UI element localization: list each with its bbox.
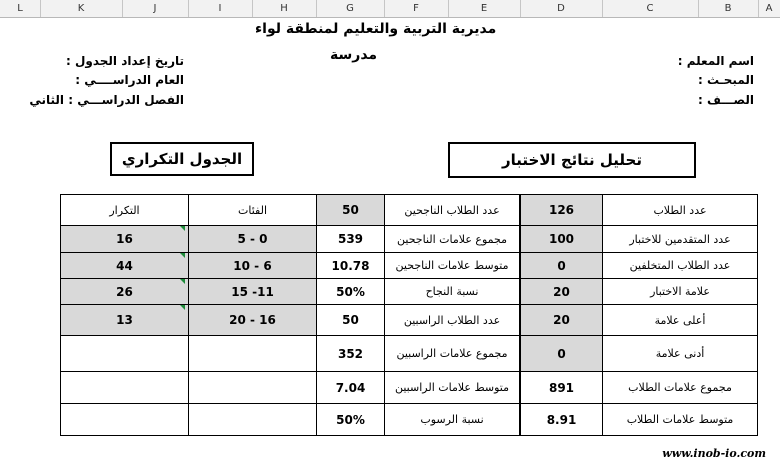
column-header-k[interactable]: K xyxy=(40,0,123,17)
freq-count-cell[interactable]: 16 xyxy=(60,225,189,253)
empty-cell[interactable] xyxy=(60,371,189,404)
analysis-label-cell[interactable]: عدد الطلاب الناجحين xyxy=(384,194,520,226)
analysis-value-cell[interactable]: 7.04 xyxy=(316,371,385,404)
column-header-f[interactable]: F xyxy=(384,0,449,17)
analysis-label-cell[interactable]: عدد الطلاب الراسبين xyxy=(384,304,520,336)
analysis-label-cell[interactable]: مجموع علامات الناجحين xyxy=(384,225,520,253)
analysis-label-cell[interactable]: عدد المتقدمين للاختبار xyxy=(602,225,758,253)
analysis-value-cell[interactable]: 100 xyxy=(520,225,603,253)
column-header-d[interactable]: D xyxy=(520,0,603,17)
freq-header-categories[interactable]: الفئات xyxy=(188,194,317,226)
analysis-value-cell[interactable]: 539 xyxy=(316,225,385,253)
column-header-h[interactable]: H xyxy=(252,0,317,17)
teacher-name-label: اسم المعلم : xyxy=(677,54,754,68)
analysis-value-cell[interactable]: 20 xyxy=(520,304,603,336)
analysis-title-box: تحليل نتائج الاختبار xyxy=(448,142,696,178)
analysis-label-cell[interactable]: علامة الاختبار xyxy=(602,278,758,305)
analysis-label-cell[interactable]: مجموع علامات الراسبين xyxy=(384,335,520,372)
analysis-label-cell[interactable]: نسبة النجاح xyxy=(384,278,520,305)
column-header-a[interactable]: A xyxy=(758,0,780,17)
analysis-value-cell[interactable]: 50 xyxy=(316,194,385,226)
analysis-value-cell[interactable]: 50% xyxy=(316,403,385,436)
column-header-c[interactable]: C xyxy=(602,0,699,17)
grade-label: الصـــف : xyxy=(697,93,754,107)
column-header-l[interactable]: L xyxy=(0,0,41,17)
empty-cell[interactable] xyxy=(188,371,317,404)
empty-cell[interactable] xyxy=(60,335,189,372)
empty-cell[interactable] xyxy=(188,335,317,372)
frequency-table-title-box: الجدول التكراري xyxy=(110,142,254,176)
column-header-g[interactable]: G xyxy=(316,0,385,17)
analysis-label-cell[interactable]: متوسط علامات الناجحين xyxy=(384,252,520,279)
website-watermark: www.inob-io.com xyxy=(662,447,766,460)
academic-year-label: العام الدراســــي : xyxy=(75,73,184,87)
comment-indicator-icon[interactable] xyxy=(180,226,185,231)
analysis-value-cell[interactable]: 50 xyxy=(316,304,385,336)
analysis-label-cell[interactable]: عدد الطلاب المتخلفين xyxy=(602,252,758,279)
analysis-label-cell[interactable]: أدنى علامة xyxy=(602,335,758,372)
analysis-value-cell[interactable]: 891 xyxy=(520,371,603,404)
freq-category-cell[interactable]: 0 - 5 xyxy=(188,225,317,253)
column-header-bar xyxy=(0,0,780,18)
column-header-e[interactable]: E xyxy=(448,0,521,17)
freq-count-cell[interactable]: 26 xyxy=(60,278,189,305)
prep-date-label: تاريخ إعداد الجدول : xyxy=(66,54,184,68)
analysis-label-cell[interactable]: نسبة الرسوب xyxy=(384,403,520,436)
analysis-value-cell[interactable]: 8.91 xyxy=(520,403,603,436)
freq-category-cell[interactable]: 6 - 10 xyxy=(188,252,317,279)
analysis-value-cell[interactable]: 10.78 xyxy=(316,252,385,279)
analysis-value-cell[interactable]: 50% xyxy=(316,278,385,305)
analysis-value-cell[interactable]: 0 xyxy=(520,335,603,372)
comment-indicator-icon[interactable] xyxy=(180,305,185,310)
analysis-value-cell[interactable]: 352 xyxy=(316,335,385,372)
freq-count-cell[interactable]: 13 xyxy=(60,304,189,336)
empty-cell[interactable] xyxy=(188,403,317,436)
subject-label: المبحـث : xyxy=(698,73,754,87)
analysis-label-cell[interactable]: عدد الطلاب xyxy=(602,194,758,226)
column-header-b[interactable]: B xyxy=(698,0,759,17)
freq-count-cell[interactable]: 44 xyxy=(60,252,189,279)
school-label: مدرسة xyxy=(330,47,378,63)
column-header-i[interactable]: I xyxy=(188,0,253,17)
freq-category-cell[interactable]: 16 - 20 xyxy=(188,304,317,336)
freq-category-cell[interactable]: 11- 15 xyxy=(188,278,317,305)
freq-header-frequency[interactable]: التكرار xyxy=(60,194,189,226)
comment-indicator-icon[interactable] xyxy=(180,279,185,284)
analysis-label-cell[interactable]: مجموع علامات الطلاب xyxy=(602,371,758,404)
column-header-j[interactable]: J xyxy=(122,0,189,17)
directorate-title: مديرية التربية والتعليم لمنطقة لواء xyxy=(255,21,497,37)
comment-indicator-icon[interactable] xyxy=(180,253,185,258)
analysis-label-cell[interactable]: متوسط علامات الطلاب xyxy=(602,403,758,436)
empty-cell[interactable] xyxy=(60,403,189,436)
analysis-value-cell[interactable]: 20 xyxy=(520,278,603,305)
analysis-value-cell[interactable]: 126 xyxy=(520,194,603,226)
analysis-label-cell[interactable]: أعلى علامة xyxy=(602,304,758,336)
analysis-label-cell[interactable]: متوسط علامات الراسبين xyxy=(384,371,520,404)
analysis-value-cell[interactable]: 0 xyxy=(520,252,603,279)
semester-label: الفصل الدراســـي : الثاني xyxy=(29,93,184,107)
